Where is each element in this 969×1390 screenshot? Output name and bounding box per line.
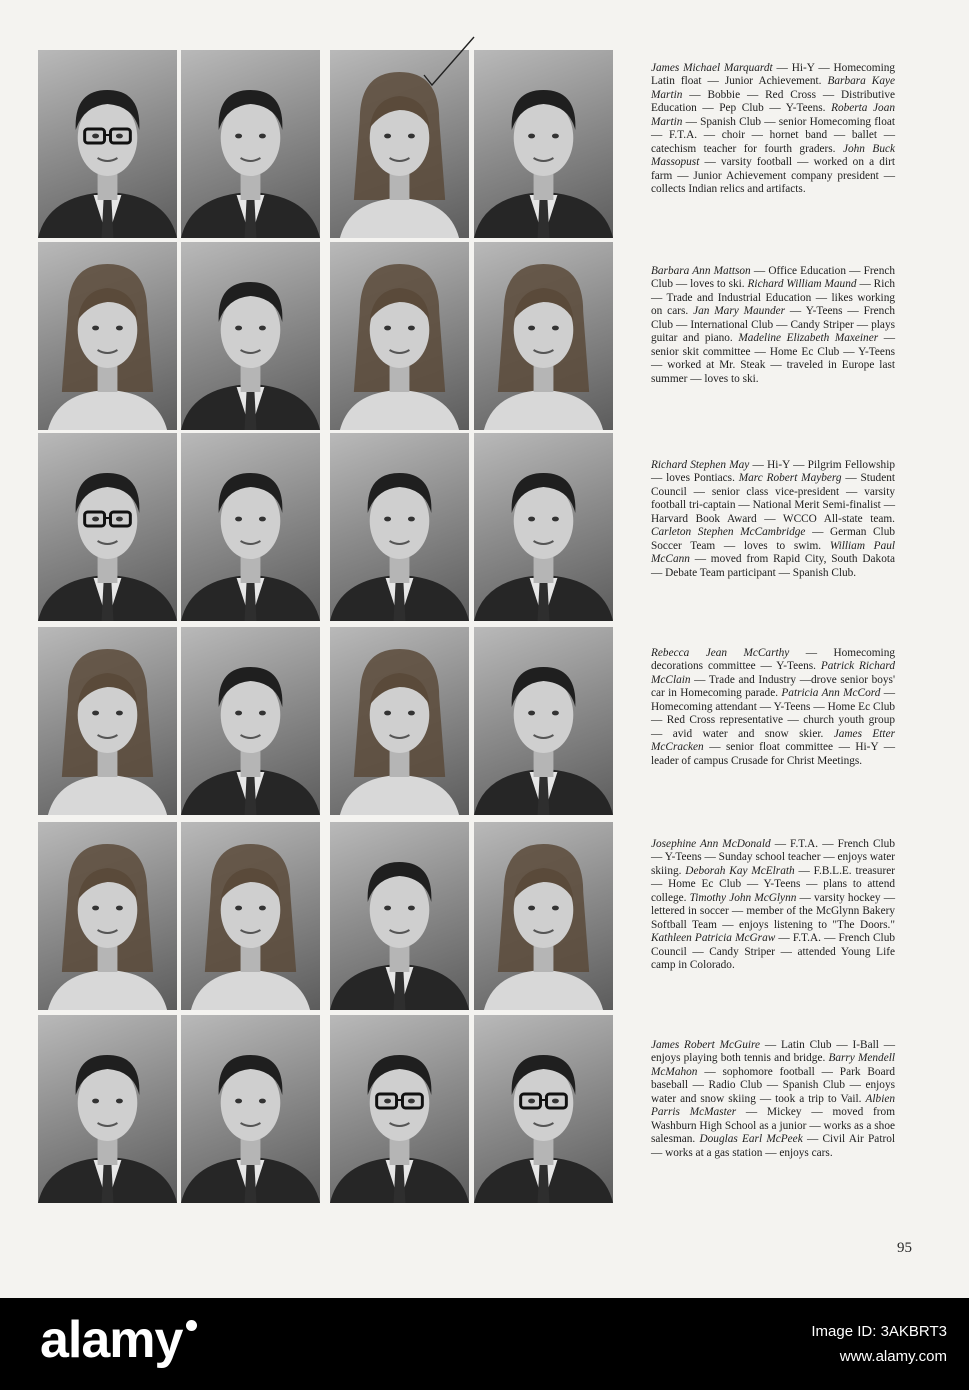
student-portrait: [181, 1015, 320, 1203]
student-portrait: [181, 50, 320, 238]
student-bio: [651, 647, 895, 768]
student-activities: — F.T.A. — French Club — Y-Teens — Sunday school teacher — enjoys water skiing.: [651, 838, 895, 877]
student-portrait: [330, 433, 469, 621]
student-activities: — German Club Soccer Team — loves to swim.: [651, 526, 895, 552]
student-portrait: [181, 627, 320, 815]
student-activities: — Trade and Industry —drove senior boys' car in Homecoming parade.: [651, 673, 895, 700]
student-name: Richard William Maund: [747, 278, 857, 291]
student-portrait: [38, 627, 177, 815]
student-activities: — Bobbie — Red Cross — Distributive Education — Pep Club — Y-Teens.: [651, 88, 895, 115]
student-portrait: [474, 1015, 613, 1203]
student-activities: — Mickey — moved from Washburn High School as a junior — works as a shoe salesman.: [651, 1106, 895, 1146]
student-bio: [651, 459, 895, 580]
student-portrait: [474, 822, 613, 1010]
student-activities: — F.T.A. — French Club Council — Candy Striper — attended Young Life camp in Colorado.: [651, 932, 895, 972]
student-activities: — Civil Air Patrol — works at a gas station — enjoys cars.: [651, 1133, 896, 1159]
image-id-label: Image ID: 3AKBRT3: [811, 1323, 947, 1340]
student-name: Richard Stephen May: [651, 459, 750, 471]
student-name: Madeline Elizabeth Maxeiner: [738, 332, 879, 345]
student-activities: — Rich — Trade and Industrial Education — likes working on cars.: [651, 278, 895, 318]
student-name: Albien Parris McMaster: [651, 1092, 895, 1119]
student-portrait: [474, 50, 613, 238]
student-name: Carleton Stephen McCambridge: [651, 526, 806, 539]
student-portrait: [181, 242, 320, 430]
brand-logo: alamy: [40, 1310, 197, 1370]
student-portrait: [181, 433, 320, 621]
student-name: Barry Mendell McMahon: [651, 1052, 895, 1078]
student-activities: — Homecoming decorations committee — Y-Teens.: [651, 647, 895, 673]
site-url: www.alamy.com: [839, 1348, 947, 1365]
student-portrait: [38, 50, 177, 238]
student-portrait: [181, 822, 320, 1010]
student-activities: — Student Council — senior class vice-president — varsity football tri-captain — National Merit Semi-finalist — Harvard Book Award — WCCO All-state team.: [651, 472, 895, 525]
student-name: William Paul McCann: [651, 539, 896, 566]
student-activities: — varsity hockey — lettered in soccer — member of the McGlynn Bakery Softball Team — enjoys listening to "The Doors.": [651, 891, 896, 931]
student-activities: — Y-Teens — French Club — International Club — Candy Striper — plays guitar and piano.: [651, 305, 895, 345]
student-bio: [651, 62, 895, 197]
student-portrait: [474, 242, 613, 430]
student-activities: — senior float committee — Hi-Y — leader of campus Crusade for Christ Meetings.: [651, 741, 895, 767]
student-name: Marc Robert Mayberg: [738, 472, 842, 485]
student-portrait: [474, 433, 613, 621]
student-name: Barbara Kaye Martin: [651, 75, 895, 101]
student-activities: — varsity football — worked on a dirt farm — Junior Achievement company president — collects Indian relics and artifacts.: [651, 156, 895, 196]
student-activities: — Spanish Club — senior Homecoming float — F.T.A. — choir — hornet band — ballet — catechism teacher for fourth graders.: [651, 115, 895, 155]
student-name: James Michael Marquardt: [651, 62, 773, 74]
student-name: Josephine Ann McDonald: [651, 838, 771, 850]
student-name: Douglas Earl McPeek: [699, 1133, 803, 1146]
student-activities: — F.B.L.E. treasurer — Home Ec Club — Y-Teens — plans to attend college.: [651, 864, 895, 904]
student-name: James Robert McGuire: [651, 1039, 760, 1051]
student-activities: — senior skit committee — Home Ec Club — Y-Teens — worked at Mr. Steak — traveled in Europe last summer — loves to ski.: [651, 332, 895, 385]
student-activities: — sophomore football — Park Board baseball — Radio Club — Spanish Club — enjoys water and snow skiing — took a trip to Vail.: [651, 1065, 895, 1105]
student-bio: [651, 1039, 895, 1160]
student-activities: — moved from Rapid City, South Dakota — Debate Team participant — Spanish Club.: [651, 553, 895, 579]
student-portrait: [474, 627, 613, 815]
student-portrait: [330, 1015, 469, 1203]
student-activities: — Hi-Y — Pilgrim Fellowship — loves Pontiacs.: [651, 459, 895, 485]
student-name: Roberta Joan Martin: [651, 102, 895, 128]
student-portrait: [330, 627, 469, 815]
student-activities: — Hi-Y — Homecoming Latin float — Junior Achievement.: [651, 62, 895, 88]
student-name: Jan Mary Maunder: [693, 305, 786, 318]
student-portrait: [38, 242, 177, 430]
student-name: James Etter McCracken: [651, 727, 895, 754]
student-bio: [651, 265, 895, 386]
page-number: 95: [897, 1240, 912, 1256]
student-activities: — Latin Club — I-Ball — enjoys playing both tennis and bridge.: [651, 1039, 895, 1065]
student-name: Kathleen Patricia McGraw: [651, 932, 776, 945]
pen-checkmark: [418, 35, 478, 95]
student-activities: — Homecoming attendant — Y-Teens — Home Ec Club — Red Cross representative — church youth group — avid water and snow skier.: [651, 687, 896, 740]
student-name: Rebecca Jean McCarthy: [651, 647, 790, 659]
student-name: Deborah Kay McElrath: [685, 864, 795, 877]
student-activities: — Office Education — French Club — loves to ski.: [651, 265, 896, 291]
student-name: Patrick Richard McClain: [651, 660, 895, 686]
student-name: John Buck Massopust: [651, 142, 895, 169]
student-name: Timothy John McGlynn: [689, 891, 797, 904]
student-name: Barbara Ann Mattson: [651, 265, 751, 277]
student-portrait: [38, 1015, 177, 1203]
student-portrait: [38, 822, 177, 1010]
student-portrait: [330, 822, 469, 1010]
student-bio: [651, 838, 895, 973]
student-portrait: [330, 242, 469, 430]
student-name: Patricia Ann McCord: [781, 687, 881, 700]
student-portrait: [38, 433, 177, 621]
